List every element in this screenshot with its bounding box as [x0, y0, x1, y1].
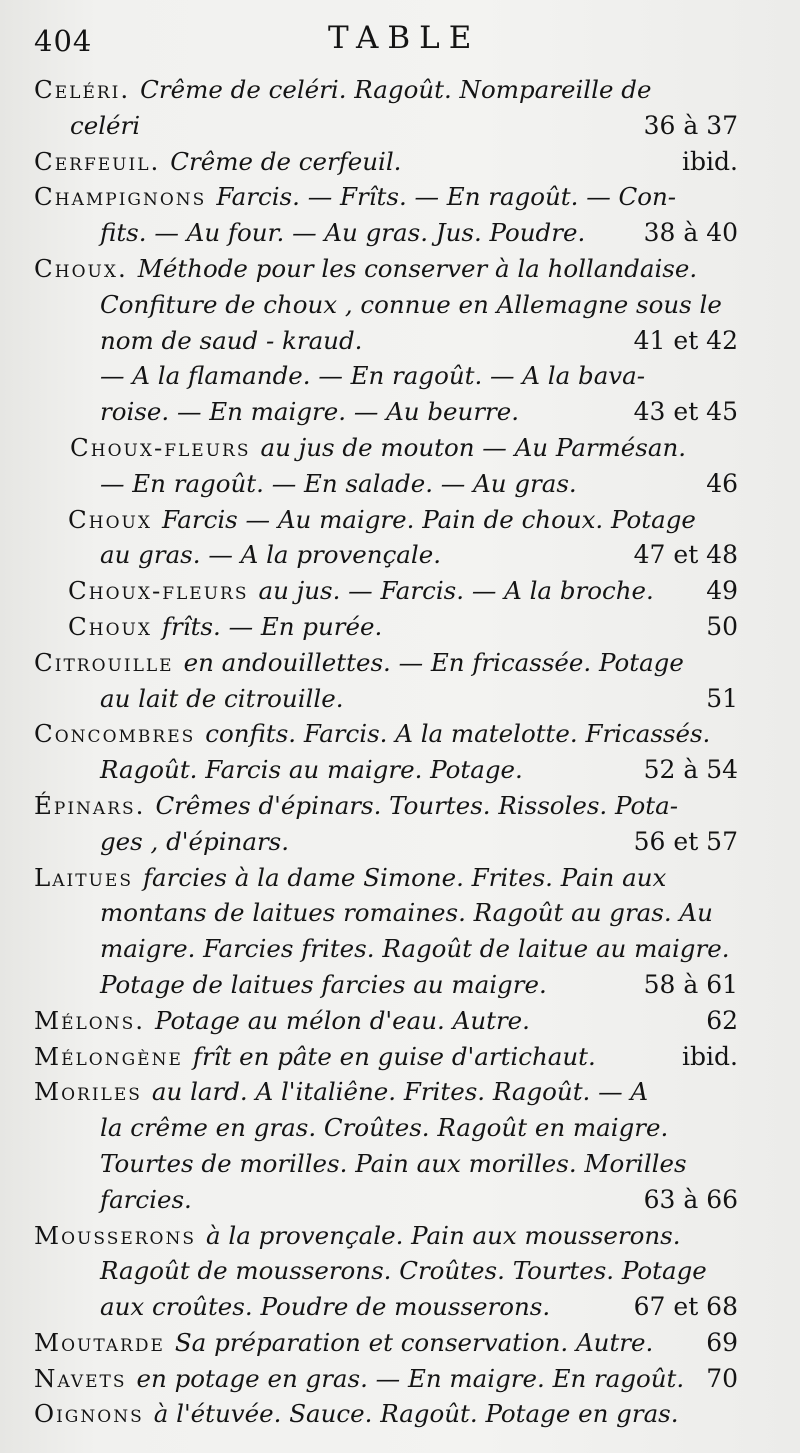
entry-text: Crême de cerfeuil.: [170, 146, 402, 176]
index-line: [0, 1396, 800, 1432]
entry-text: au gras. — A la provençale.: [100, 540, 442, 570]
line-text: [100, 752, 523, 788]
page-reference: 51: [706, 683, 738, 713]
line-text: [100, 215, 585, 251]
entry-headword: Moutarde: [34, 1327, 165, 1357]
line-text: [34, 645, 684, 681]
entry-text: Crêmes d'épinars. Tourtes. Rissoles. Pota-: [155, 790, 678, 820]
entry-headword: Mélongène: [34, 1041, 183, 1071]
entry-text: montans de laitues romaines. Ragoût au gras. Au: [100, 898, 713, 928]
entry-text: Potage au mélon d'eau. Autre.: [155, 1005, 530, 1035]
entry-text: au lait de citrouille.: [100, 683, 344, 713]
line-text: [34, 1325, 653, 1361]
line-text: [100, 895, 713, 931]
index-line: [0, 179, 800, 215]
line-text: [34, 860, 666, 896]
entry-text: à l'étuvée. Sauce. Ragoût. Potage en gras.: [153, 1399, 679, 1429]
index-line: [0, 287, 800, 323]
index-line: [0, 1218, 800, 1254]
entry-headword: Navets: [34, 1363, 127, 1393]
index-line: [0, 788, 800, 824]
entry-text: au lard. A l'italiêne. Frites. Ragoût. — A: [151, 1077, 649, 1107]
page-reference: 36 à 37: [643, 110, 738, 140]
line-text: [100, 931, 729, 967]
entry-headword: Citrouille: [34, 647, 174, 677]
index-line: [0, 860, 800, 896]
line-text: [100, 1146, 687, 1182]
index-line: [0, 716, 800, 752]
index-line: [0, 1182, 800, 1218]
page-reference: 46: [706, 468, 738, 498]
index-line: [0, 323, 800, 359]
entry-headword: Laitues: [34, 862, 133, 892]
entry-text: Confiture de choux , connue en Allemagne sous le: [100, 289, 722, 319]
entry-text: à la provençale. Pain aux mousserons.: [206, 1220, 681, 1250]
line-text: [68, 609, 382, 645]
line-text: [34, 788, 678, 824]
index-line: [0, 430, 800, 466]
entry-text: farcies à la dame Simone. Frites. Pain aux: [142, 862, 667, 892]
entry-headword: Concombres: [34, 719, 196, 749]
page-number: 404: [34, 24, 93, 58]
index-line: [0, 537, 800, 573]
entry-text: confits. Farcis. A la matelotte. Fricassés.: [205, 719, 711, 749]
line-text: [100, 824, 289, 860]
index-entry: [0, 645, 800, 717]
entry-headword: Épinars.: [34, 790, 146, 820]
page-reference: 70: [706, 1363, 738, 1393]
line-text: [100, 681, 344, 717]
line-text: [34, 1039, 596, 1075]
line-text: [34, 179, 676, 215]
entry-headword: Choux-fleurs: [70, 432, 251, 462]
entry-text: Sa préparation et conservation. Autre.: [174, 1327, 654, 1357]
page-reference: 49: [706, 576, 738, 606]
index-line: [0, 824, 800, 860]
entry-text: roise. — En maigre. — Au beurre.: [100, 397, 520, 427]
index-entries: [0, 72, 800, 1432]
entry-text: Farcis — Au maigre. Pain de choux. Potage: [161, 504, 696, 534]
entry-text: celéri: [70, 110, 141, 140]
index-line: [0, 251, 800, 287]
entry-text: ges , d'épinars.: [100, 826, 290, 856]
page-reference: ibid.: [682, 1041, 738, 1071]
index-line: [0, 466, 800, 502]
index-entry: [0, 144, 800, 180]
index-entry: [0, 788, 800, 860]
entry-headword: Mélons.: [34, 1005, 146, 1035]
line-text: [100, 1289, 550, 1325]
line-text: [34, 72, 651, 108]
line-text: [34, 1361, 684, 1397]
index-entry: [0, 1074, 800, 1217]
page-reference: 41 et 42: [633, 325, 738, 355]
index-line: [0, 681, 800, 717]
index-line: [0, 1039, 800, 1075]
line-text: [68, 502, 696, 538]
entry-text: maigre. Farcies frites. Ragoût de laitue au maigre.: [100, 934, 730, 964]
line-text: [100, 1253, 707, 1289]
entry-text: en potage en gras. — En maigre. En ragoût.: [136, 1363, 685, 1393]
entry-text: la crême en gras. Croûtes. Ragoût en maigre.: [100, 1113, 669, 1143]
index-line: [0, 1146, 800, 1182]
entry-text: en andouillettes. — En fricassée. Potage: [183, 647, 684, 677]
index-line: [0, 931, 800, 967]
index-line: [0, 967, 800, 1003]
index-line: [0, 1110, 800, 1146]
entry-text: frît en pâte en guise d'artichaut.: [192, 1041, 596, 1071]
line-text: [34, 1396, 679, 1432]
index-line: [0, 1361, 800, 1397]
entry-text: Tourtes de morilles. Pain aux morilles. Morilles: [100, 1148, 687, 1178]
index-line: [0, 358, 800, 394]
index-line: [0, 108, 800, 144]
line-text: [70, 108, 140, 144]
entry-headword: Choux-fleurs: [68, 576, 249, 606]
index-entry: [0, 251, 800, 430]
index-entry: [0, 1003, 800, 1039]
index-entry: [0, 502, 800, 574]
page-reference: 69: [706, 1327, 738, 1357]
line-text: [68, 573, 654, 609]
line-text: [100, 537, 441, 573]
page-reference: 38 à 40: [643, 218, 738, 248]
page-reference: 52 à 54: [643, 755, 738, 785]
entry-text: au jus de mouton — Au Parmésan.: [260, 432, 687, 462]
page-reference: 50: [706, 611, 738, 641]
entry-text: — A la flamande. — En ragoût. — A la bava-: [100, 361, 646, 391]
line-text: [70, 430, 686, 466]
entry-headword: Choux: [68, 611, 152, 641]
index-line: [0, 752, 800, 788]
entry-text: Ragoût de mousserons. Croûtes. Tourtes. Potage: [100, 1256, 707, 1286]
index-line: [0, 645, 800, 681]
line-text: [34, 251, 697, 287]
entry-headword: Champignons: [34, 182, 207, 212]
index-line: [0, 1289, 800, 1325]
page-reference: 63 à 66: [643, 1184, 738, 1214]
index-line: [0, 609, 800, 645]
index-line: [0, 215, 800, 251]
line-text: [100, 323, 362, 359]
line-text: [34, 1003, 530, 1039]
entry-headword: Choux.: [34, 253, 128, 283]
line-text: [34, 1218, 681, 1254]
index-line: [0, 1325, 800, 1361]
index-line: [0, 394, 800, 430]
running-title: TABLE: [328, 20, 481, 56]
index-entry: [0, 716, 800, 788]
page-reference: 43 et 45: [633, 397, 738, 427]
index-entry: [0, 1325, 800, 1361]
page-reference: 47 et 48: [633, 540, 738, 570]
line-text: [100, 466, 577, 502]
index-line: [0, 1003, 800, 1039]
line-text: [34, 144, 401, 180]
index-entry: [0, 1361, 800, 1397]
entry-text: farcies.: [100, 1184, 192, 1214]
index-line: [0, 502, 800, 538]
entry-headword: Mousserons: [34, 1220, 197, 1250]
index-entry: [0, 1218, 800, 1325]
index-entry: [0, 179, 800, 251]
index-line: [0, 573, 800, 609]
entry-headword: Choux: [68, 504, 152, 534]
page-header: [34, 14, 738, 62]
line-text: [100, 1110, 668, 1146]
entry-text: — En ragoût. — En salade. — Au gras.: [100, 468, 577, 498]
entry-headword: Moriles: [34, 1077, 142, 1107]
entry-text: Potage de laitues farcies au maigre.: [100, 969, 547, 999]
entry-text: fits. — Au four. — Au gras. Jus. Poudre.: [100, 218, 586, 248]
entry-text: Ragoût. Farcis au maigre. Potage.: [100, 755, 523, 785]
index-entry: [0, 1039, 800, 1075]
line-text: [100, 287, 722, 323]
index-line: [0, 1253, 800, 1289]
index-entry: [0, 1396, 800, 1432]
index-line: [0, 895, 800, 931]
index-entry: [0, 860, 800, 1003]
line-text: [100, 967, 547, 1003]
line-text: [100, 358, 645, 394]
page-reference: 67 et 68: [633, 1292, 738, 1322]
page-reference: 62: [706, 1005, 738, 1035]
entry-text: au jus. — Farcis. — A la broche.: [258, 576, 654, 606]
line-text: [100, 1182, 192, 1218]
page-reference: 58 à 61: [643, 969, 738, 999]
entry-headword: Celéri.: [34, 75, 131, 104]
entry-headword: Cerfeuil.: [34, 146, 161, 176]
index-entry: [0, 609, 800, 645]
entry-text: aux croûtes. Poudre de mousserons.: [100, 1292, 551, 1322]
entry-text: frîts. — En purée.: [161, 611, 383, 641]
entry-text: Méthode pour les conserver à la hollandaise.: [137, 253, 698, 283]
line-text: [34, 716, 710, 752]
entry-headword: Oignons: [34, 1399, 144, 1429]
entry-text: Farcis. — Frîts. — En ragoût. — Con-: [216, 182, 677, 212]
entry-text: Crême de celéri. Ragoût. Nompareille de: [140, 75, 652, 104]
index-line: [0, 72, 800, 108]
index-entry: [0, 430, 800, 502]
line-text: [34, 1074, 648, 1110]
entry-text: nom de saud - kraud.: [100, 325, 363, 355]
index-entry: [0, 72, 800, 144]
index-line: [0, 144, 800, 180]
page-reference: 56 et 57: [633, 826, 738, 856]
line-text: [100, 394, 519, 430]
page-reference: ibid.: [682, 146, 738, 176]
index-entry: [0, 573, 800, 609]
index-line: [0, 1074, 800, 1110]
